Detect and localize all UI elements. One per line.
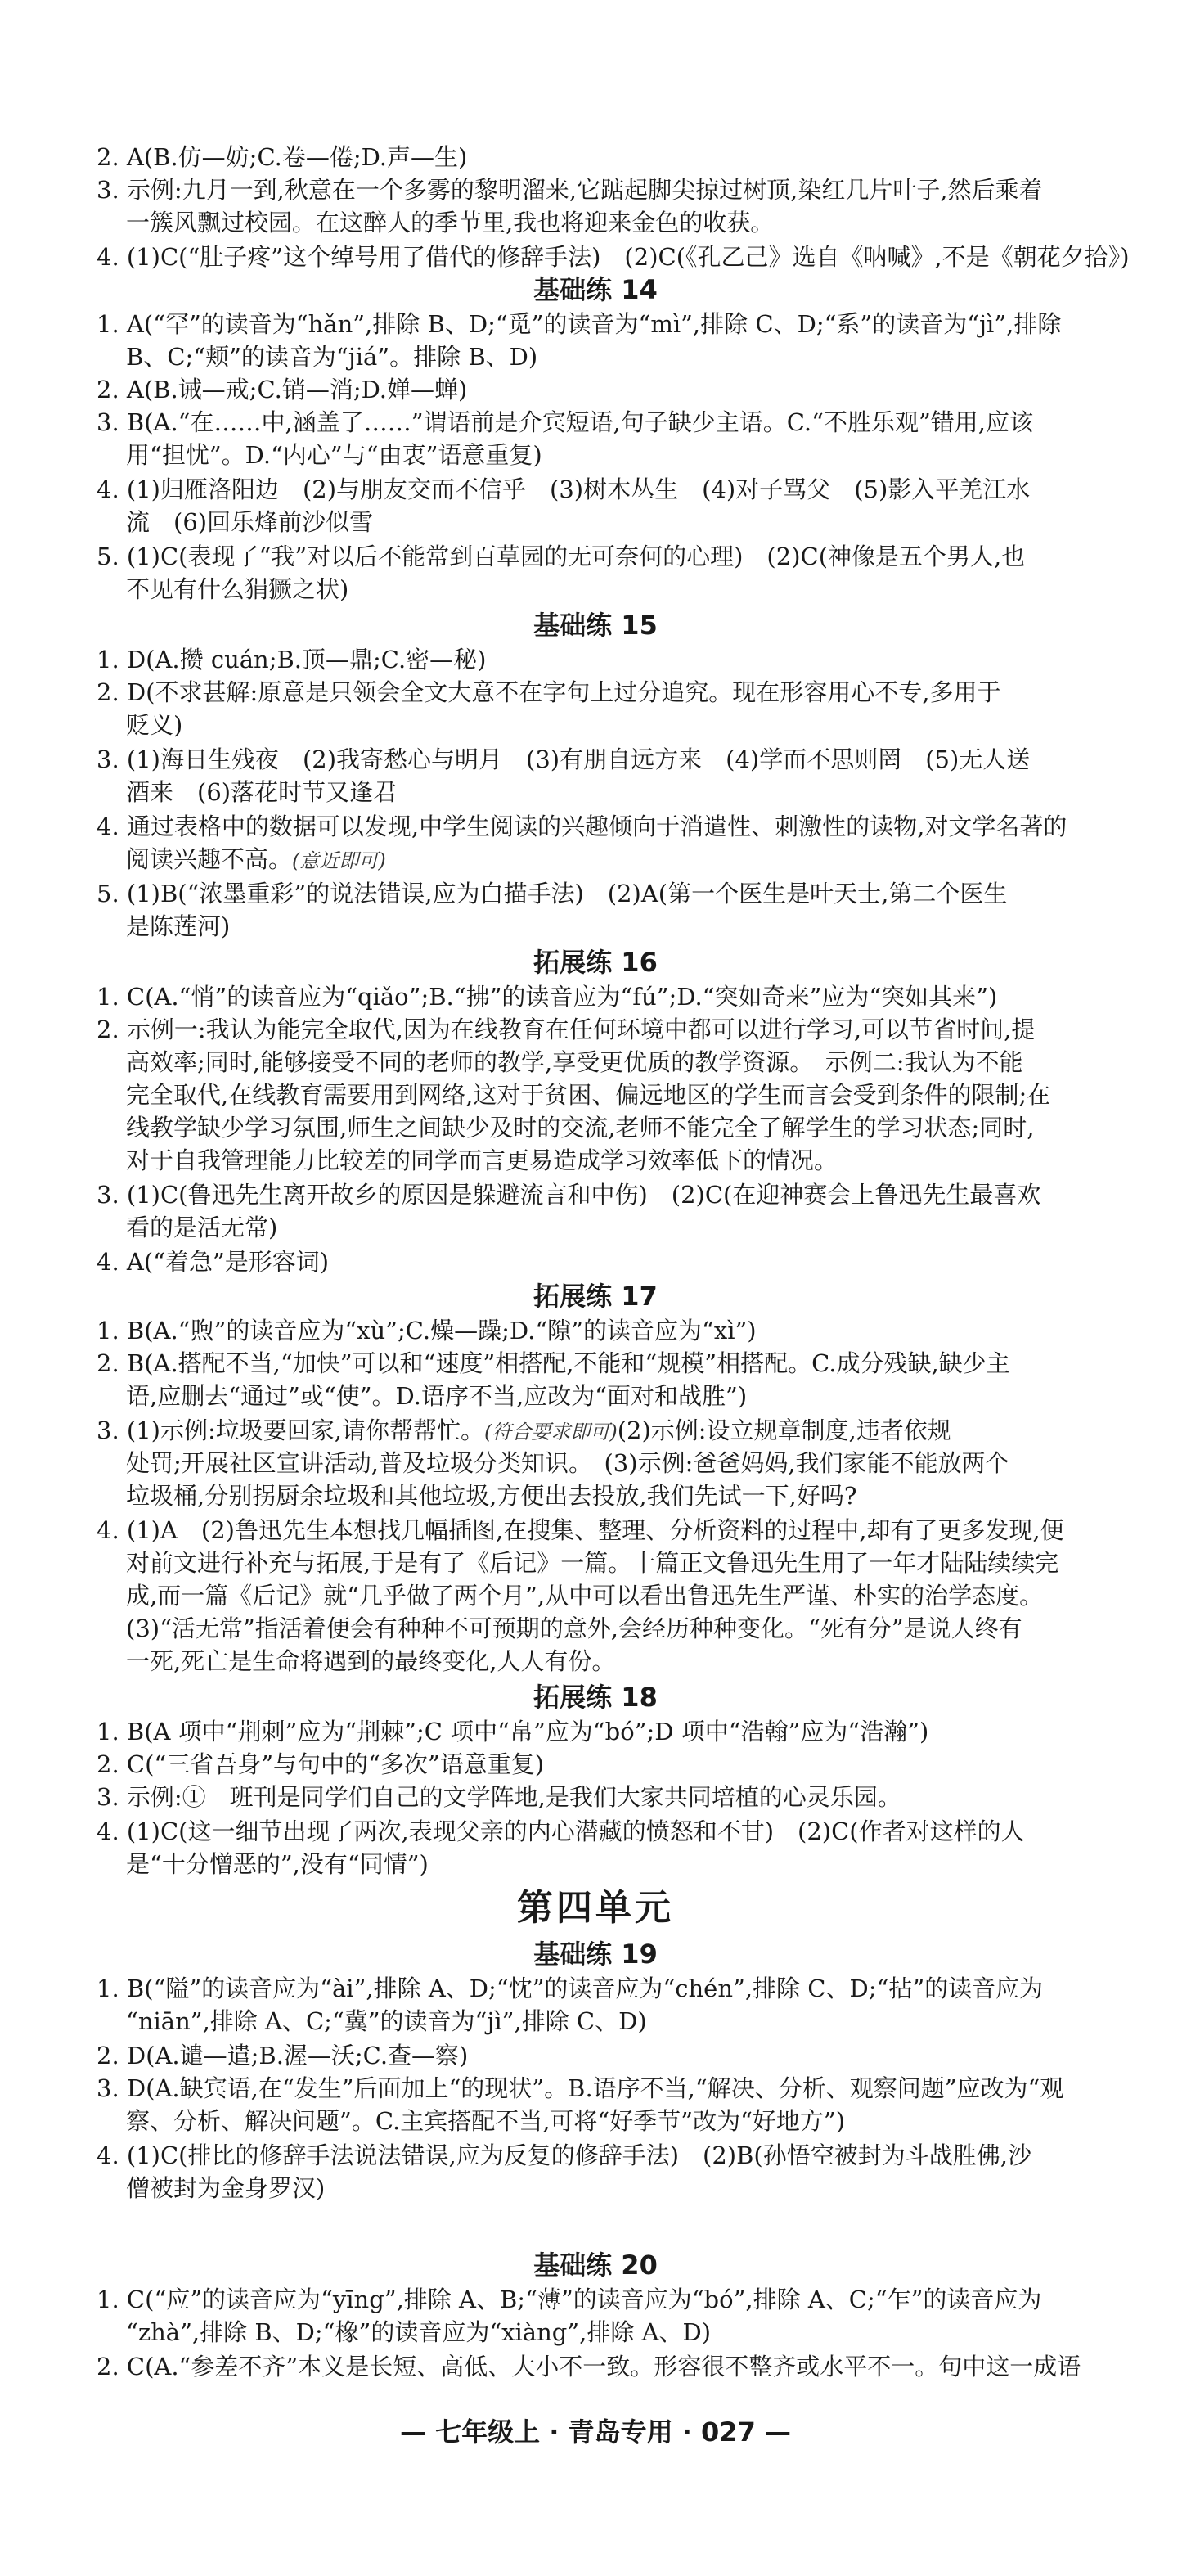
answer-line: “zhà”,排除 B、D;“橡”的读音应为“xiàng”,排除 A、D)	[126, 2318, 712, 2346]
answer-line: 4. (1)C(排比的修辞手法说法错误,应为反复的修辞手法) (2)B(孙悟空被封为斗战胜佛,沙	[97, 2141, 1031, 2169]
page-footer: — 七年级上 · 青岛专用 · 027 —	[400, 2416, 791, 2448]
answer-line: 对于自我管理能力比较差的同学而言更易造成学习效率低下的情况。	[126, 1146, 838, 1174]
answer-line: 1. D(A.攒 cuán;B.顶—鼎;C.密—秘)	[97, 646, 487, 673]
answer-line: 阅读兴趣不高。(意近即可)	[126, 845, 386, 873]
handwritten-note: (符合要求即可)	[483, 1421, 618, 1443]
answer-line: 1. B(“隘”的读音应为“ài”,排除 A、D;“忱”的读音应为“chén”,排除 C、D;“拈”的读音应为	[97, 1975, 1044, 2002]
answer-line: 酒来 (6)落花时节又逢君	[126, 778, 398, 806]
answer-line: 看的是活无常)	[126, 1214, 278, 1241]
answer-line: 不见有什么狷獗之状)	[126, 575, 349, 603]
answer-line: 5. (1)C(表现了“我”对以后不能常到百草园的无可奈何的心理) (2)C(神像是五个男人,也	[97, 543, 1026, 570]
answer-line: B、C;“颊”的读音为“jiá”。排除 B、D)	[126, 343, 538, 371]
answer-line: 用“担忧”。D.“内心”与“由衷”语意重复)	[126, 441, 542, 469]
answer-line: 察、分析、解决问题”。C.主宾搭配不当,可将“好季节”改为“好地方”)	[126, 2107, 846, 2135]
answer-line: 2. D(不求甚解:原意是只领会全文大意不在字句上过分追究。现在形容用心不专,多用于	[97, 678, 1001, 706]
answer-line: 2. C(A.“参差不齐”本义是长短、高低、大小不一致。形容很不整齐或水平不一。句中这一成语	[97, 2353, 1081, 2380]
answer-line: 流 (6)回乐烽前沙似雪	[126, 508, 374, 536]
answer-line: 垃圾桶,分别拐厨余垃圾和其他垃圾,方便出去投放,我们先试一下,好吗?	[126, 1482, 857, 1510]
answer-line: 3. B(A.“在……中,涵盖了……”谓语前是介宾短语,句子缺少主语。C.“不胜乐观”错用,应该	[97, 408, 1034, 436]
answer-line: 1. C(A.“悄”的读音应为“qiǎo”;B.“拂”的读音应为“fú”;D.“突如奇来”应为“突如其来”)	[97, 983, 998, 1011]
section-heading: 基础练 15	[533, 610, 658, 641]
answer-line: 4. (1)A (2)鲁迅先生本想找几幅插图,在搜集、整理、分析资料的过程中,却有了更多发现,便	[97, 1516, 1064, 1544]
answer-line: 5. (1)B(“浓墨重彩”的说法错误,应为白描手法) (2)A(第一个医生是叶天士,第二个医生	[97, 880, 1008, 907]
answer-line: 高效率;同时,能够接受不同的老师的教学,享受更优质的教学资源。 示例二:我认为不能	[126, 1048, 1023, 1076]
answer-line: (3)“活无常”指活着便会有种种不可预期的意外,会经历种种变化。“死有分”是说人终有	[126, 1615, 1022, 1642]
answer-line: 1. C(“应”的读音应为“yīng”,排除 A、B;“薄”的读音应为“bó”,排除 A、C;“乍”的读音应为	[97, 2286, 1042, 2313]
answer-line: 1. B(A.“煦”的读音应为“xù”;C.燥—躁;D.“隙”的读音应为“xì”)	[97, 1317, 757, 1344]
answer-line: 3. (1)海日生残夜 (2)我寄愁心与明月 (3)有朋自远方来 (4)学而不思则罔 (5)无人送	[97, 745, 1031, 773]
answer-line: 2. D(A.谴—遣;B.渥—沃;C.查—察)	[97, 2042, 469, 2069]
handwritten-note: (意近即可)	[292, 849, 386, 872]
answer-line: 贬义)	[126, 711, 183, 739]
answer-line: 一簇风飘过校园。在这醉人的季节里,我也将迎来金色的收获。	[126, 209, 775, 236]
answer-line: 1. A(“罕”的读音为“hǎn”,排除 B、D;“觅”的读音为“mì”,排除 C、D;“系”的读音为“jì”,排除	[97, 310, 1062, 338]
answer-line: 3. 示例:九月一到,秋意在一个多雾的黎明溜来,它踮起脚尖掠过树顶,染红几片叶子,然后乘着	[97, 176, 1043, 204]
answer-line: 4. (1)C(“肚子疼”这个绰号用了借代的修辞手法) (2)C(《孔乙己》选自《呐喊》,不是《朝花夕拾》)	[97, 243, 1130, 271]
section-heading: 拓展练 16	[533, 947, 658, 978]
answer-line: “niān”,排除 A、C;“冀”的读音为“jì”,排除 C、D)	[126, 2007, 647, 2035]
section-heading: 拓展练 17	[533, 1281, 658, 1312]
unit-title: 第四单元	[517, 1887, 674, 1929]
answer-line: 4. 通过表格中的数据可以发现,中学生阅读的兴趣倾向于消遣性、刺激性的读物,对文学名著的	[97, 813, 1067, 840]
answer-line: 3. (1)C(鲁迅先生离开故乡的原因是躲避流言和中伤) (2)C(在迎神赛会上鲁迅先生最喜欢	[97, 1181, 1041, 1209]
answer-line: 3. (1)示例:垃圾要回家,请你帮帮忙。(符合要求即可)(2)示例:设立规章制度,违者依规	[97, 1416, 951, 1444]
section-heading: 拓展练 18	[533, 1682, 658, 1713]
answer-line: 4. (1)C(这一细节出现了两次,表现父亲的内心潜藏的愤怒和不甘) (2)C(作者对这样的人	[97, 1817, 1025, 1845]
answer-line: 4. (1)归雁洛阳边 (2)与朋友交而不信乎 (3)树木丛生 (4)对子骂父 (5)影入平羌江水	[97, 475, 1031, 503]
answer-line: 2. A(B.诫—戒;C.销—消;D.婵—蝉)	[97, 376, 468, 403]
answer-line: 线教学缺少学习氛围,师生之间缺少及时的交流,老师不能完全了解学生的学习状态;同时,	[126, 1114, 1035, 1142]
answer-line: 对前文进行补充与拓展,于是有了《后记》一篇。十篇正文鲁迅先生用了一年才陆陆续续完	[126, 1549, 1059, 1577]
answer-line: 3. D(A.缺宾语,在“发生”后面加上“的现状”。B.语序不当,“解决、分析、观察问题”应改为“观	[97, 2074, 1064, 2102]
answer-line: 僧被封为金身罗汉)	[126, 2174, 326, 2202]
answer-line: 完全取代,在线教育需要用到网络,这对于贫困、偏远地区的学生而言会受到条件的限制;在	[126, 1081, 1051, 1109]
section-heading: 基础练 14	[533, 274, 658, 305]
answer-line: 处罚;开展社区宣讲活动,普及垃圾分类知识。 (3)示例:爸爸妈妈,我们家能不能放两个	[126, 1449, 1009, 1477]
section-heading: 基础练 20	[533, 2249, 658, 2281]
answer-line: 2. B(A.搭配不当,“加快”可以和“速度”相搭配,不能和“规模”相搭配。C.成分残缺,缺少主	[97, 1349, 1010, 1377]
answer-line: 是陈莲河)	[126, 912, 231, 940]
answer-line: 是“十分憎恶的”,没有“同情”)	[126, 1850, 429, 1878]
section-heading: 基础练 19	[533, 1939, 658, 1970]
answer-line: 1. B(A 项中“荆刺”应为“荆棘”;C 项中“帛”应为“bó”;D 项中“浩翰”应为“浩瀚”)	[97, 1718, 929, 1745]
answer-line: 2. 示例一:我认为能完全取代,因为在线教育在任何环境中都可以进行学习,可以节省时间,提	[97, 1016, 1036, 1043]
answer-line: 4. A(“着急”是形容词)	[97, 1248, 330, 1276]
answer-line: 语,应删去“通过”或“使”。D.语序不当,应改为“面对和战胜”)	[126, 1382, 748, 1410]
answer-line: 2. C(“三省吾身”与句中的“多次”语意重复)	[97, 1750, 545, 1778]
answer-line: 成,而一篇《后记》就“几乎做了两个月”,从中可以看出鲁迅先生严谨、朴实的治学态度。	[126, 1582, 1044, 1610]
answer-line: 2. A(B.仿—妨;C.卷—倦;D.声—生)	[97, 143, 468, 171]
answer-line: 3. 示例:① 班刊是同学们自己的文学阵地,是我们大家共同培植的心灵乐园。	[97, 1783, 901, 1811]
answer-line: 一死,死亡是生命将遇到的最终变化,人人有份。	[126, 1647, 616, 1675]
